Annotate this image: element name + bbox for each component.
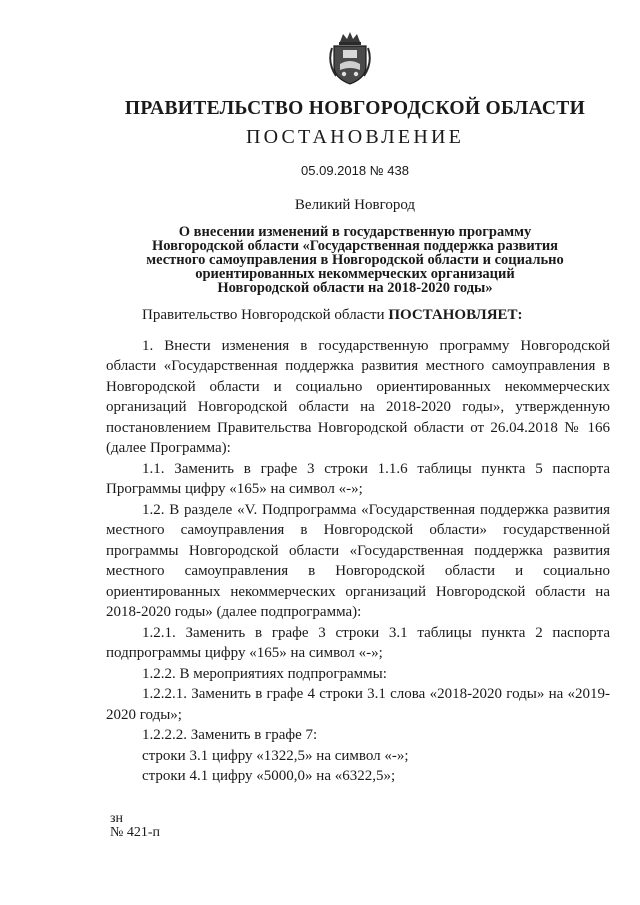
subject-line: Новгородской области «Государственная поддержка развития xyxy=(151,238,559,254)
preamble-text: Правительство Новгородской области xyxy=(142,307,385,323)
government-title: ПРАВИТЕЛЬСТВО НОВГОРОДСКОЙ ОБЛАСТИ xyxy=(124,98,586,119)
coat-of-arms-icon xyxy=(326,30,374,86)
document-date-number: 05.09.2018 № 438 xyxy=(301,163,409,178)
paragraph-row-3-1: строки 3.1 цифру «1322,5» на символ «-»; xyxy=(142,747,409,764)
paragraph-1: 1. Внести изменения в государственную программу Новгородской области «Государственная поддержка развития местного самоуправления в Новгородской области и социально ориентированных некоммерческих организаций Новгородской области на 2018-2020 годы», утвержденную постановлением Правительства Новгородской области от 26.04.2018 № 166 (далее Программа): xyxy=(106,337,610,456)
paragraph-1-1: 1.1. Заменить в графе 3 строки 1.1.6 таблицы пункта 5 паспорта Программы цифру «165» на символ «-»; xyxy=(106,460,610,497)
document-subject xyxy=(130,225,580,295)
subject-line: ориентированных некоммерческих организаций xyxy=(195,266,515,282)
registration-number: № 421-п xyxy=(110,825,161,840)
paragraph-1-2-2-1: 1.2.2.1. Заменить в графе 4 строки 3.1 слова «2018-2020 годы» на «2019-2020 годы»; xyxy=(106,686,610,723)
subject-line: О внесении изменений в государственную программу xyxy=(178,224,532,240)
executor-initials: зн xyxy=(110,811,124,826)
document-city: Великий Новгород xyxy=(294,197,416,213)
paragraph-1-2-2: 1.2.2. В мероприятиях подпрограммы: xyxy=(142,665,387,682)
subject-line: местного самоуправления в Новгородской области и социально xyxy=(146,252,564,268)
paragraph-1-2-2-2: 1.2.2.2. Заменить в графе 7: xyxy=(142,727,318,743)
preamble xyxy=(106,305,610,326)
document-body xyxy=(106,305,610,787)
preamble-decree-word: ПОСТАНОВЛЯЕТ: xyxy=(388,307,523,323)
paragraph-1-2: 1.2. В разделе «V. Подпрограмма «Государственная поддержка развития местного самоуправления в Новгородской области» государственной программы Новгородской области «Государственная поддержка развития местного самоуправления в Новгородской области и социально ориентированных некоммерческих организаций Новгородской области на 2018-2020 годы» (далее подпрограмма): xyxy=(106,501,610,620)
document-type-title: ПОСТАНОВЛЕНИЕ xyxy=(245,126,465,148)
document-footer xyxy=(110,812,160,840)
paragraph-1-2-1: 1.2.1. Заменить в графе 3 строки 3.1 таблицы пункта 2 паспорта подпрограммы цифру «165» на символ «-»; xyxy=(106,624,610,661)
subject-line: Новгородской области на 2018-2020 годы» xyxy=(217,280,493,296)
paragraph-row-4-1: строки 4.1 цифру «5000,0» на «6322,5»; xyxy=(142,768,396,784)
